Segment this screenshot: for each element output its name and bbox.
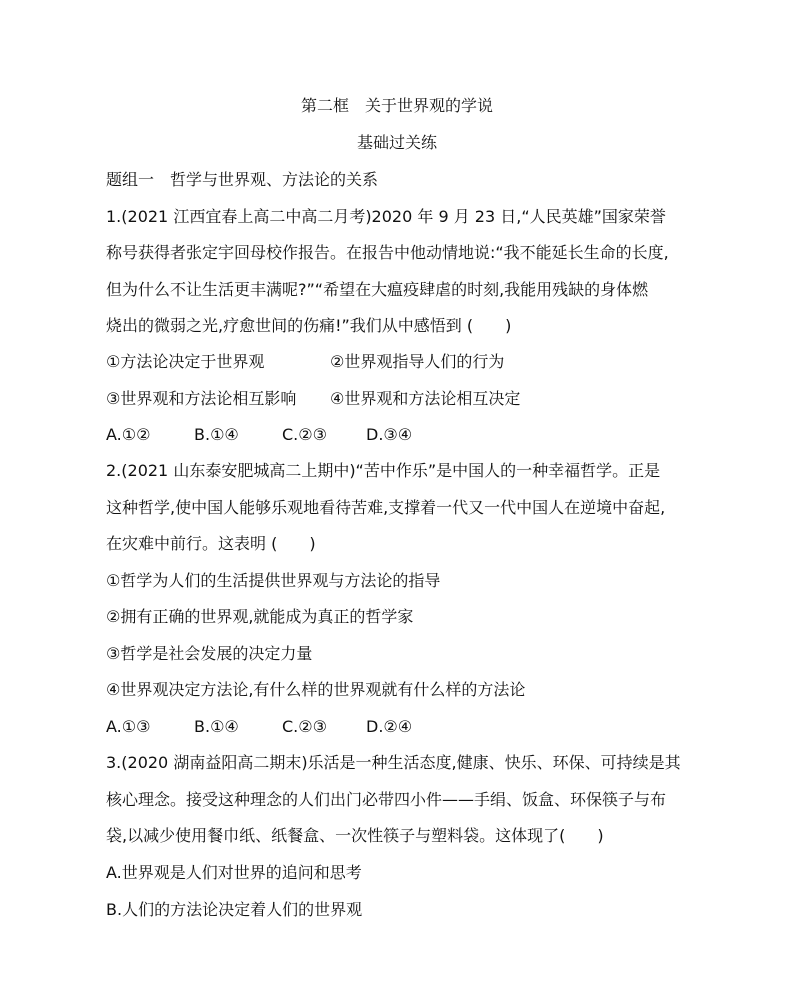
q1-statement-2: ②世界观指导人们的行为 bbox=[330, 352, 505, 371]
q1-stem-line-3: 但为什么不让生活更丰满呢?”“希望在大瘟疫肆虐的时刻,我能用残缺的身体燃 bbox=[106, 280, 649, 299]
q2-statement-3: ③哲学是社会发展的决定力量 bbox=[106, 644, 313, 663]
group-heading: 题组一 哲学与世界观、方法论的关系 bbox=[106, 170, 379, 189]
q3-stem-line-3: 袋,以减少使用餐巾纸、纸餐盒、一次性筷子与塑料袋。这体现了( ) bbox=[106, 826, 604, 845]
q3-choice-a[interactable]: A.世界观是人们对世界的追问和思考 bbox=[106, 863, 362, 882]
q3-stem-line-2: 核心理念。接受这种理念的人们出门必带四小件——手绢、饭盒、环保筷子与布 bbox=[106, 790, 667, 809]
q1-statement-3: ③世界观和方法论相互影响 bbox=[106, 389, 297, 408]
q2-option-b[interactable]: B.①④ bbox=[194, 717, 239, 736]
q2-statement-1: ①哲学为人们的生活提供世界观与方法论的指导 bbox=[106, 571, 441, 590]
q1-options bbox=[106, 425, 696, 445]
q1-option-c[interactable]: C.②③ bbox=[282, 425, 327, 444]
q1-option-d[interactable]: D.③④ bbox=[366, 425, 413, 444]
q2-stem-line-3: 在灾难中前行。这表明 ( ) bbox=[106, 534, 316, 553]
page-subtitle: 基础过关练 bbox=[356, 133, 437, 152]
q3-stem-line-1: 3.(2020 湖南益阳高二期末)乐活是一种生活态度,健康、快乐、环保、可持续是其 bbox=[106, 753, 681, 772]
q2-option-a[interactable]: A.①③ bbox=[106, 717, 151, 736]
q2-option-c[interactable]: C.②③ bbox=[282, 717, 327, 736]
page-title: 第二框 关于世界观的学说 bbox=[300, 96, 493, 115]
q2-statement-4: ④世界观决定方法论,有什么样的世界观就有什么样的方法论 bbox=[106, 680, 526, 699]
q1-option-b[interactable]: B.①④ bbox=[194, 425, 239, 444]
q2-options bbox=[106, 717, 696, 737]
q1-option-a[interactable]: A.①② bbox=[106, 425, 151, 444]
q1-stem-line-2: 称号获得者张定宇回母校作报告。在报告中他动情地说:“我不能延长生命的长度, bbox=[106, 243, 669, 262]
q3-choice-b[interactable]: B.人们的方法论决定着人们的世界观 bbox=[106, 900, 363, 919]
q2-statement-2: ②拥有正确的世界观,就能成为真正的哲学家 bbox=[106, 607, 414, 626]
q1-stem-line-4: 烧出的微弱之光,疗愈世间的伤痛!”我们从中感悟到 ( ) bbox=[106, 316, 512, 335]
q2-option-d[interactable]: D.②④ bbox=[366, 717, 413, 736]
q2-stem-line-2: 这种哲学,使中国人能够乐观地看待苦难,支撑着一代又一代中国人在逆境中奋起, bbox=[106, 498, 666, 517]
q1-stem-line-1: 1.(2021 江西宜春上高二中高二月考)2020 年 9 月 23 日,“人民英雄”国家荣誉 bbox=[106, 207, 666, 226]
q1-statements-row-2 bbox=[106, 389, 696, 409]
q1-statement-4: ④世界观和方法论相互决定 bbox=[330, 389, 521, 408]
q2-stem-line-1: 2.(2021 山东泰安肥城高二上期中)“苦中作乐”是中国人的一种幸福哲学。正是 bbox=[106, 461, 661, 480]
q1-statement-1: ①方法论决定于世界观 bbox=[106, 352, 265, 371]
q1-statements-row-1 bbox=[106, 352, 696, 372]
